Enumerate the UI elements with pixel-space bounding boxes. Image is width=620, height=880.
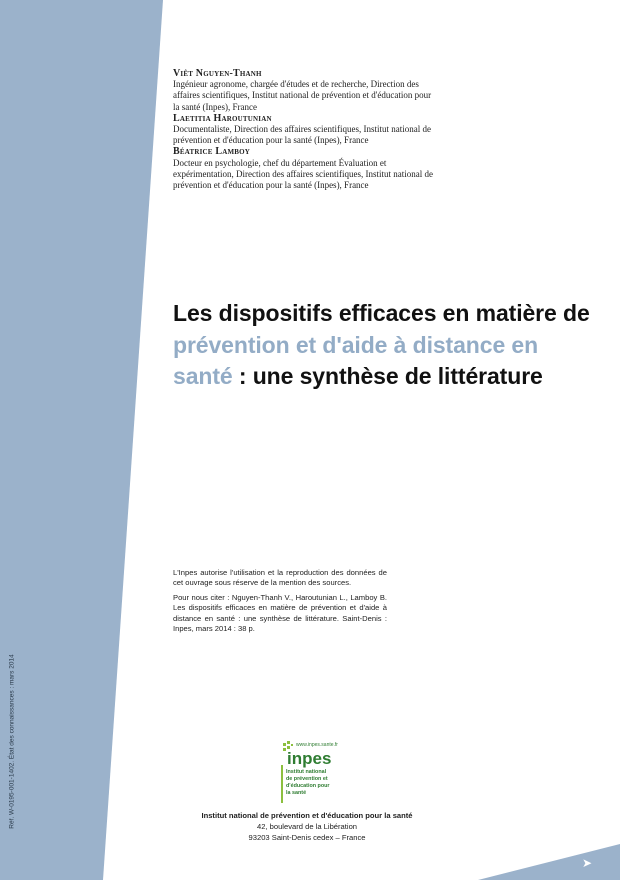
logo-tagline-2: de prévention et [286, 776, 328, 782]
title-part-1: Les dispositifs efficaces en matière de [173, 300, 590, 326]
inpes-logo [279, 740, 341, 806]
authors-block [173, 68, 433, 191]
author-entry [173, 68, 433, 113]
usage-notice [173, 568, 387, 638]
logo-tagline-4: la santé [286, 790, 307, 796]
author-name: Béatrice Lamboy [173, 146, 251, 158]
document-reference: Réf. W-0195-001-1402. État des connaissances : mars 2014 [8, 654, 16, 829]
institution-name: Institut national de prévention et d'éducation pour la santé [201, 811, 413, 820]
title-part-2: : une synthèse de littérature [232, 363, 543, 389]
author-role: Ingénieur agronome, chargée d'études et de recherche, Direction des affaires scientifiques, Institut national de prévention et d'éducation pour la santé (Inpes), France [173, 79, 432, 112]
author-name: Viêt Nguyen-Thanh [173, 68, 262, 79]
author-role: Documentaliste, Direction des affaires scientifiques, Institut national de prévention et d'éducation pour la santé (Inpes), France [173, 124, 432, 146]
arrow-right-icon: ➤ [582, 856, 593, 870]
author-role: Docteur en psychologie, chef du département Évaluation et expérimentation, Direction des affaires scientifiques, Institut national de prévention et d'éducation pour la santé (Inpes), France [173, 157, 434, 191]
author-entry [173, 146, 433, 191]
author-entry [173, 113, 433, 147]
institution-street: 42, boulevard de la Libération [256, 822, 358, 831]
title-highlight: prévention et d'aide à distance en santé [173, 331, 539, 389]
document-title [173, 298, 593, 393]
logo-url: www.inpes.sante.fr [296, 742, 338, 748]
logo-tagline-3: d'éducation pour [286, 783, 330, 789]
authorization-text: L'Inpes autorise l'utilisation et la reproduction des données de cet ouvrage sous réserve de la mention des sources. [173, 568, 387, 588]
institution-address [172, 810, 442, 843]
logo-tagline-1: Institut national [286, 769, 327, 775]
citation-text: Pour nous citer : Nguyen-Thanh V., Haroutunian L., Lamboy B. Les dispositifs efficaces en matière de prévention et d'aide à distance en santé : une synthèse de littérature. Saint-Denis : Inpes, mars 2014 : 38 p. [173, 592, 387, 634]
logo-wordmark: inpes [287, 749, 332, 768]
author-name: Laetitia Haroutunian [173, 112, 272, 124]
institution-city: 93203 Saint-Denis cedex – France [248, 833, 366, 842]
